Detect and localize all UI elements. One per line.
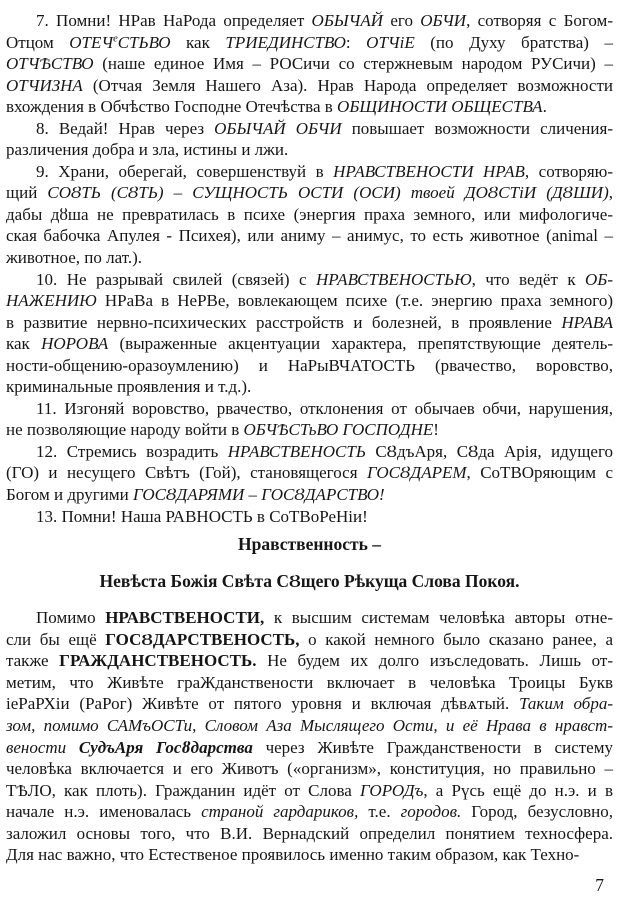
text-run: в развитие нервно-психических расстройств и болезней, в проявление	[6, 312, 562, 332]
text-run: СудъАря Госȣдарства	[78, 737, 253, 757]
text-line	[6, 161, 613, 183]
text-run: , что ведёт к	[471, 269, 586, 289]
text-run: 10. Не разрывай свилей (связей) с	[36, 269, 317, 289]
text-run: НРАВА	[561, 312, 613, 332]
text-line	[6, 441, 613, 463]
text-run: также	[6, 651, 60, 671]
text-line	[6, 462, 613, 484]
text-run: ГОСȢДАРЕМ	[366, 463, 467, 483]
text-run: НРАВСТВЕНОСТЬЮ	[316, 269, 472, 289]
text-run: как	[170, 32, 226, 52]
text-line	[6, 290, 613, 312]
text-line	[6, 801, 613, 823]
text-run: НОРОВА	[41, 334, 109, 354]
text-line	[6, 269, 613, 291]
text-run: (ГО) и несущего Свѣтъ (Гой), становящегося	[6, 463, 367, 483]
text-run: 9. Храни, оберегай, совершенствуй в	[36, 161, 334, 181]
text-run: 7. Помни! НРав НаРода определяет	[36, 11, 312, 30]
text-run: ности-общению-оразоумлению) и НаРыВЧАТОСТЬ (рвачество, воровство,	[6, 355, 613, 375]
text-line	[6, 75, 613, 97]
heading-line	[6, 534, 613, 556]
text-run: НАЖЕНИЮ	[6, 291, 97, 311]
text-run: дабы дȣша не превратилась в психе (энергия праха земного, или мифологиче-	[6, 204, 613, 224]
text-run: Помимо	[36, 608, 106, 628]
text-run: ОБЧѢСТьВО ГОСПОДНЕ	[243, 420, 434, 440]
text-line	[6, 139, 613, 161]
text-run: НРАВСТВЕНОСТИ НРАВ	[333, 161, 525, 181]
text-line	[6, 506, 613, 528]
text-run: щий	[6, 183, 48, 203]
text-run: iеРаРХiи (РаРог) Живѣте от пятого уровня и включая дѣвѧтый.	[6, 694, 520, 714]
text-run: ОБ-	[585, 269, 613, 289]
text-run: как	[6, 334, 42, 354]
text-line	[6, 693, 613, 715]
heading-line	[6, 571, 613, 593]
text-run: ОБЧИ	[420, 11, 467, 30]
text-run: Для нас важно, что Естественое проявилось именно таким образом, как Техно-	[6, 845, 580, 865]
text-run: различения добра и зла, истины и лжи.	[6, 140, 289, 160]
text-run: Не будем их долго изъследовать. Лишь от-	[256, 651, 613, 671]
text-line	[6, 53, 613, 75]
text-run: ГОСȢДАРЯМИ – ГОСȢДАРСТВО!	[132, 485, 385, 505]
text-run: вхождения в Обчѣство Господне Отечѣства в	[6, 97, 338, 117]
text-run: ГРАЖДАНСТВЕНОСТЬ.	[59, 651, 257, 671]
text-line	[6, 225, 613, 247]
text-run: СОȢТЬ (СȢТЬ) – СУЩНОСТЬ ОСТИ (ОСИ) твоей ДОȢСТiИ (ДȢШИ)	[47, 183, 609, 203]
text-run: , сотворяю-	[524, 161, 614, 181]
text-run: Невѣста Божiя Свѣта СȢщего Рѣкуща Слова Покоя.	[99, 570, 520, 591]
text-run: через Живѣте Гражданствености в систему	[252, 737, 613, 757]
text-run: 8. Ведай! Нрав через	[36, 118, 215, 138]
text-run: не позволяющие народу войти в	[6, 420, 244, 440]
text-run: СТЬВО	[117, 32, 171, 52]
text-line	[6, 10, 613, 32]
text-line	[6, 398, 613, 420]
text-run: НРАВСТВЕНОСТЬ	[227, 441, 366, 461]
text-line	[6, 650, 613, 672]
text-run: !	[433, 420, 439, 440]
text-run: Богом и другими	[6, 485, 133, 505]
text-run: метим, что Живѣте граЖданствености включает в человѣка Троицы Букв	[6, 672, 613, 692]
text-run: ОТЧiЕ	[366, 32, 415, 52]
text-run: НРаВа в НеРВе, вовлекающем психе (т.е. энергию праха земного)	[96, 291, 613, 311]
text-run: криминальные проявления и т.д.).	[6, 377, 252, 397]
text-line	[6, 607, 613, 629]
text-line	[6, 737, 613, 759]
text-run: Таким обра-	[519, 694, 613, 714]
text-run: , сотворяя с Богом-	[466, 11, 613, 30]
text-line	[6, 312, 613, 334]
text-run: .	[542, 97, 547, 117]
text-run: , а Рүсь ещё до н.э. и в	[423, 780, 613, 800]
text-run: повышает возможности сличения-	[341, 118, 613, 138]
text-line	[6, 247, 613, 269]
text-run: о какой немного было сказано ранее, а	[299, 629, 613, 649]
text-run: (наше единое Имя – РОСичи со стержневым народом РУСичи) –	[93, 54, 613, 74]
text-run: ская бабочка Апулея - Психея), или аниму – анимус, то есть животное (animal –	[6, 226, 613, 246]
text-run: ОБЫЧАЙ	[311, 11, 384, 30]
text-run: ,	[608, 183, 613, 203]
text-line	[6, 672, 613, 694]
text-run: ТРИЕДИНСТВО	[225, 32, 346, 52]
text-run: страной гардариков,	[201, 802, 359, 822]
text-line	[6, 780, 613, 802]
text-run: (выраженные акцентуации характера, препятствующие деятель-	[108, 334, 613, 354]
text-run: НРАВСТВЕНОСТИ,	[105, 608, 265, 628]
text-line	[6, 355, 613, 377]
text-run: 13. Помни! Наша РАВНОСТЬ в СоТВоРеНiи!	[36, 506, 368, 526]
text-line	[6, 96, 613, 118]
text-run: ОТЕЧ	[69, 32, 114, 52]
text-run: ГОСȢДАРСТВЕНОСТЬ,	[105, 629, 300, 649]
text-run: зом, помимо САМъОСТи, Словом Аза Мыслящего Ости, и её Нрава в нравст-	[6, 715, 613, 735]
text-line	[6, 333, 613, 355]
text-run: ОТЧИЗНА	[6, 75, 83, 95]
text-run: Отцом	[6, 32, 70, 52]
text-run: ОБЩИНОСТИ ОБЩЕСТВА	[337, 97, 543, 117]
text-run: заложил основы того, что В.И. Вернадский определил понятием техносфера.	[6, 823, 613, 843]
text-run: ГОРОДъ	[359, 780, 424, 800]
text-run: :	[345, 32, 367, 52]
text-run: ТѢЛО, как плоть). Гражданин идёт от Слова	[6, 780, 360, 800]
text-run: е	[113, 32, 118, 44]
text-run: сли бы ещё	[6, 629, 106, 649]
text-line	[6, 758, 613, 780]
text-run: городов.	[400, 802, 462, 822]
text-line	[6, 204, 613, 226]
text-line	[6, 32, 613, 54]
text-line	[6, 376, 613, 398]
text-run: ОТЧѢСТВО	[6, 54, 94, 74]
text-line	[6, 182, 613, 204]
page-number: 7	[595, 875, 604, 895]
text-run: Город, безусловно,	[461, 802, 614, 822]
page-text	[6, 10, 613, 866]
text-run: , СоТВОряющим с	[466, 463, 613, 483]
text-run: 11. Изгоняй воровство, рвачество, отклонения от обычаев обчи, нарушения,	[36, 398, 613, 418]
text-run: животное, по лат.).	[6, 248, 143, 268]
text-line	[6, 118, 613, 140]
text-run: СȢдъАря, СȢда Арiя, идущего	[365, 441, 613, 461]
text-run: его	[383, 11, 421, 30]
text-run: (Отчая Земля Нашего Аза). Нрав Народа определяет возможности	[82, 75, 613, 95]
text-line	[6, 823, 613, 845]
text-line	[6, 484, 613, 506]
text-line	[6, 629, 613, 651]
text-run: ОБЫЧАЙ ОБЧИ	[214, 118, 342, 138]
text-line	[6, 844, 613, 866]
text-line	[6, 715, 613, 737]
text-run: к высшим системам человѣка авторы отне-	[264, 608, 613, 628]
text-run: Нравственность –	[238, 534, 381, 555]
text-run: 12. Стремись возрадить	[36, 441, 228, 461]
text-run: вености	[6, 737, 79, 757]
text-line	[6, 419, 613, 441]
text-run: т.е.	[358, 802, 401, 822]
text-run: (по Духу братства) –	[414, 32, 613, 52]
text-run: человѣка включается и его Животъ («организм», конституция, но правильно –	[6, 759, 613, 779]
text-run: начале н.э. именовалась	[6, 802, 202, 822]
